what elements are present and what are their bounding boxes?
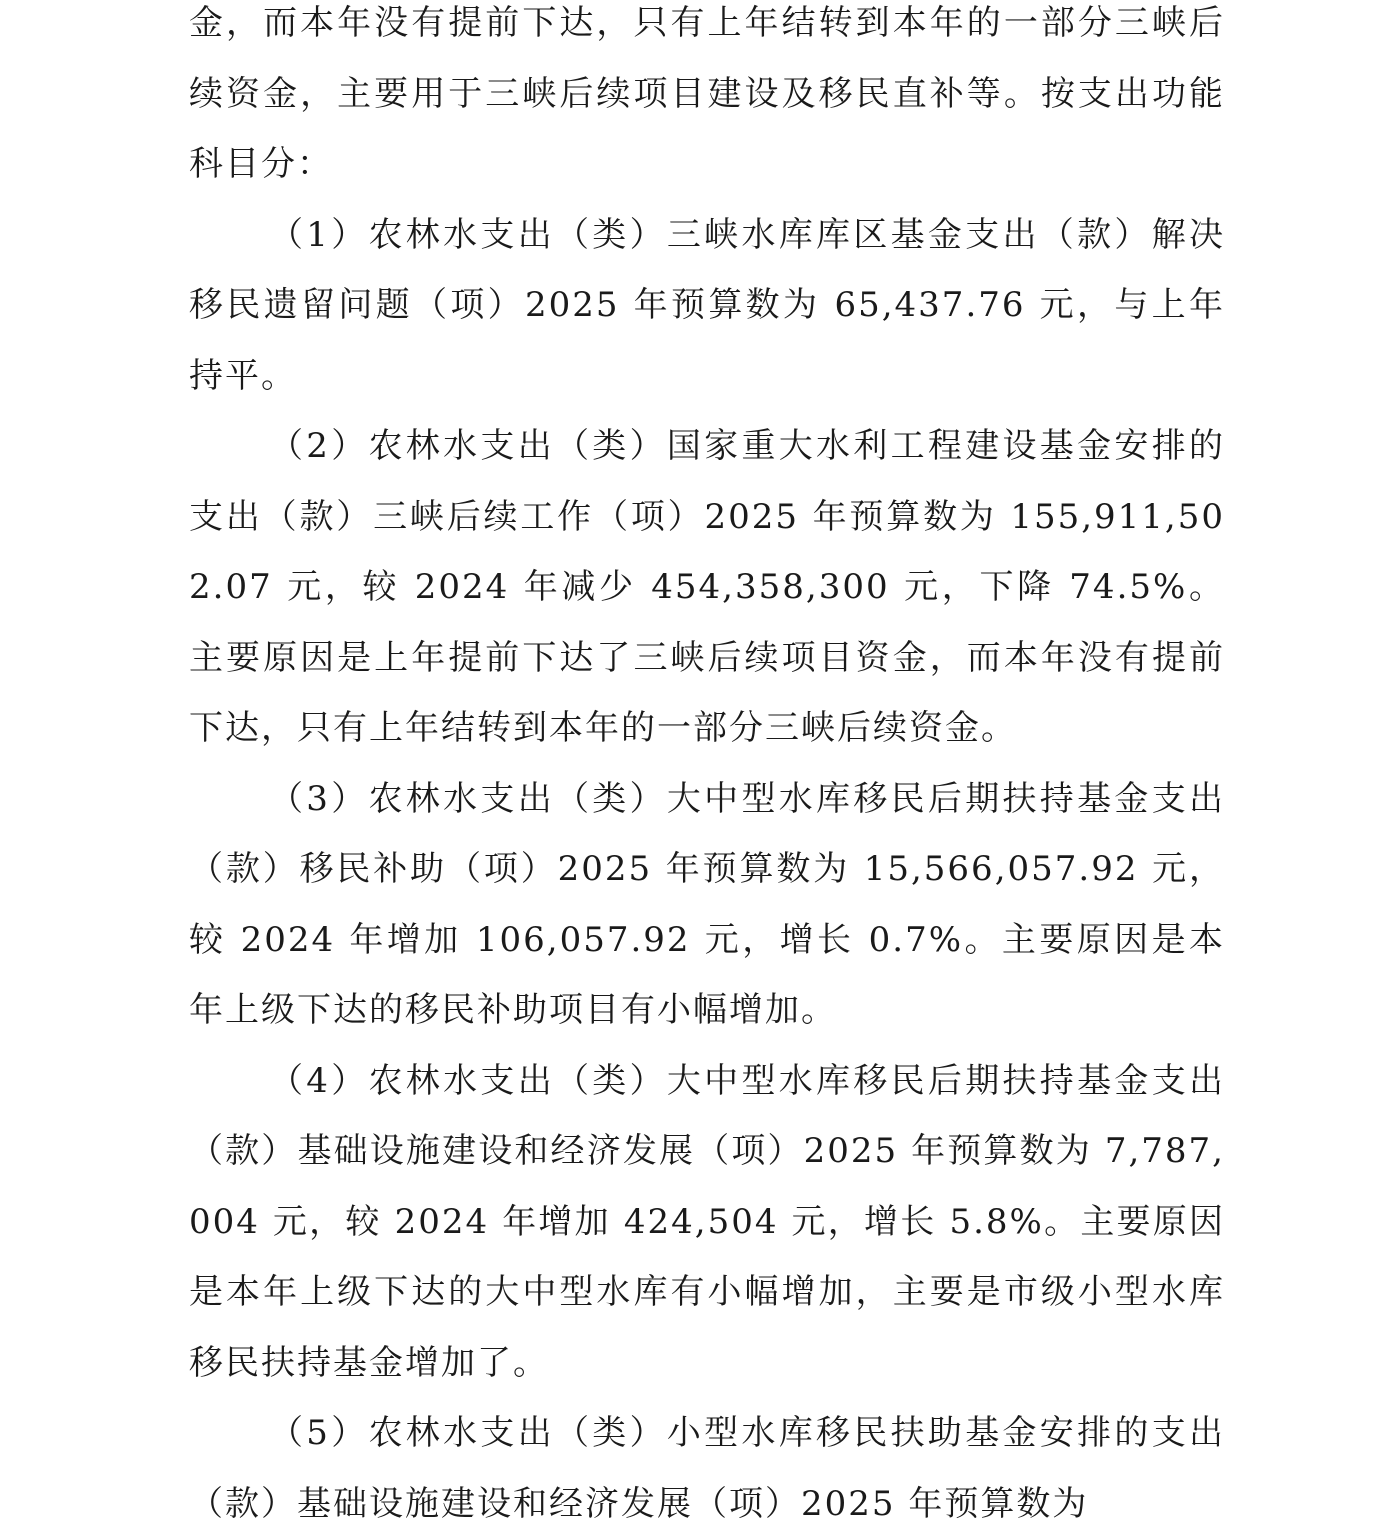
- paragraph-item-1: （1）农林水支出（类）三峡水库库区基金支出（款）解决移民遗留问题（项）2025 年预算数为 65,437.76 元，与上年持平。: [189, 214, 1225, 396]
- paragraph-item-2: （2）农林水支出（类）国家重大水利工程建设基金安排的支出（款）三峡后续工作（项）2025 年预算数为 155,911,502.07 元，较 2024 年减少 454,358,300 元，下降 74.5%。主要原因是上年提前下达了三峡后续项目资金，而本年没有提前下达，只有上年结转到本年的一部分三峡后续资金。: [189, 426, 1225, 748]
- paragraph-item-3: （3）农林水支出（类）大中型水库移民后期扶持基金支出（款）移民补助（项）2025 年预算数为 15,566,057.92 元，较 2024 年增加 106,057.92 元，增长 0.7%。主要原因是本年上级下达的移民补助项目有小幅增加。: [189, 778, 1225, 1030]
- paragraph-continuation: 金，而本年没有提前下达，只有上年结转到本年的一部分三峡后续资金，主要用于三峡后续项目建设及移民直补等。按支出功能科目分：: [189, 3, 1225, 184]
- paragraph-item-5: （5）农林水支出（类）小型水库移民扶助基金安排的支出（款）基础设施建设和经济发展（项）2025 年预算数为: [189, 1413, 1225, 1524]
- paragraph-item-4: （4）农林水支出（类）大中型水库移民后期扶持基金支出（款）基础设施建设和经济发展（项）2025 年预算数为 7,787,004 元，较 2024 年增加 424,504 元，增长 5.8%。主要原因是本年上级下达的大中型水库有小幅增加，主要是市级小型水库移民扶持基金增加了。: [189, 1060, 1225, 1383]
- document-body: [189, 0, 1225, 1539]
